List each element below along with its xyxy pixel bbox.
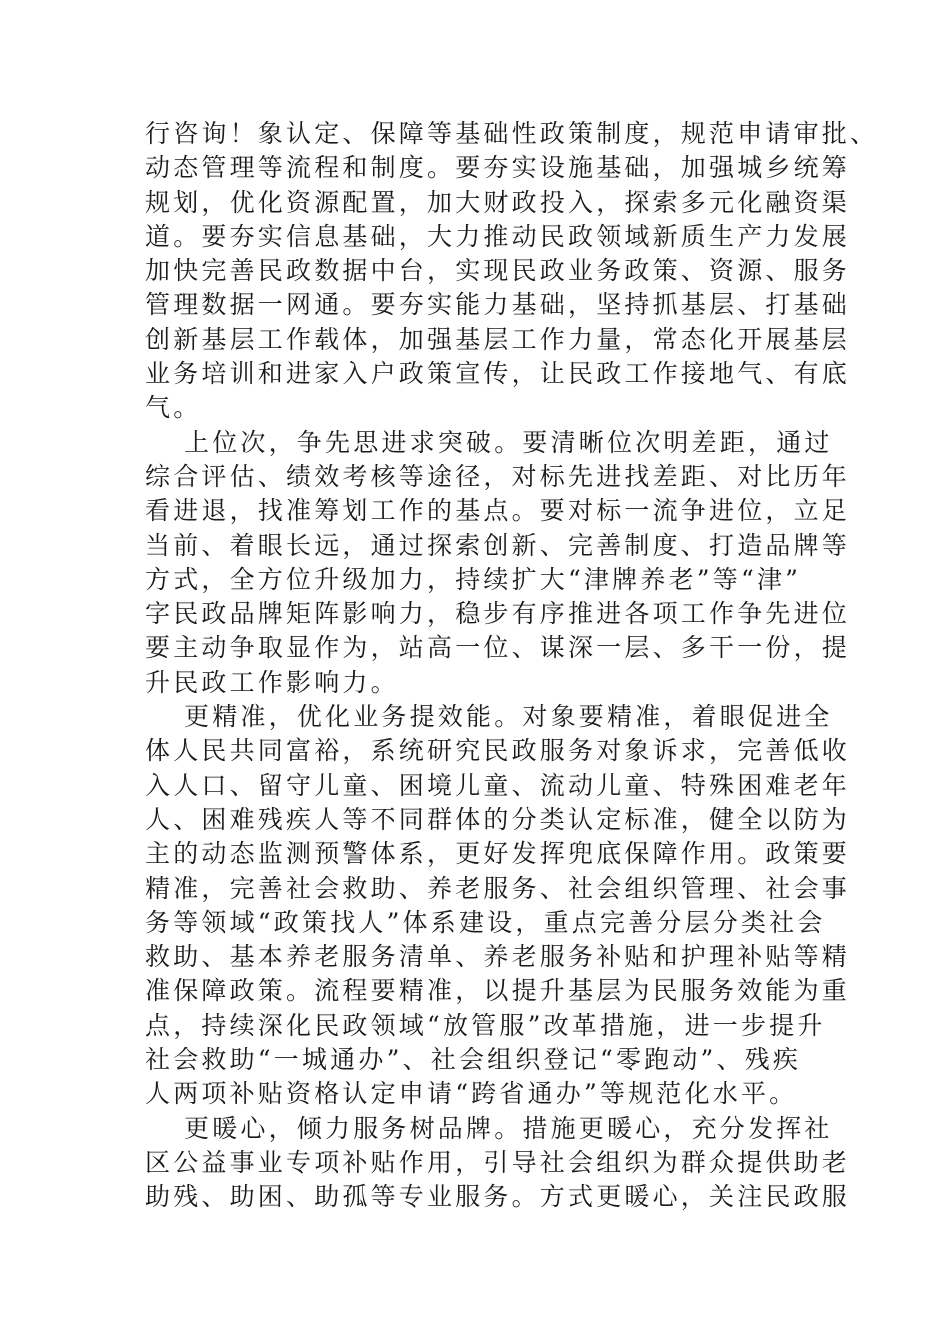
paragraph-2 <box>145 426 851 700</box>
text-line: 升民政工作影响力。 <box>145 667 399 697</box>
text-line: 助残、助困、助孤等专业服务。方式更暖心，关注民政服 <box>145 1182 851 1212</box>
text-line: 字民政品牌矩阵影响力，稳步有序推进各项工作争先进位 <box>145 599 851 629</box>
text-line: 人两项补贴资格认定申请“跨省通办”等规范化水平。 <box>145 1079 798 1109</box>
text-line: 务等领域“政策找人”体系建设，重点完善分层分类社会 <box>145 907 826 937</box>
text-line: 管理数据一网通。要夯实能力基础，坚持抓基层、打基础 <box>145 290 851 320</box>
text-line: 动态管理等流程和制度。要夯实设施基础，加强城乡统筹 <box>145 153 851 183</box>
text-line: 救助、基本养老服务清单、养老服务补贴和护理补贴等精 <box>145 942 851 972</box>
text-line: 创新基层工作载体，加强基层工作力量，常态化开展基层 <box>145 324 851 354</box>
text-line: 业务培训和进家入户政策宣传，让民政工作接地气、有底 <box>145 359 851 389</box>
text-line: 人、困难残疾人等不同群体的分类认定标准，健全以防为 <box>145 804 851 834</box>
text-line: 更暖心，倾力服务树品牌。措施更暖心，充分发挥社 <box>184 1113 833 1143</box>
text-line: 更精准，优化业务提效能。对象要精准，着眼促进全 <box>184 702 833 732</box>
text-line: 社会救助“一城通办”、社会组织登记“零跑动”、残疾 <box>145 1045 802 1075</box>
text-line: 精准，完善社会救助、养老服务、社会组织管理、社会事 <box>145 873 851 903</box>
text-line: 道。要夯实信息基础，大力推动民政领域新质生产力发展 <box>145 221 851 251</box>
paragraph-4 <box>145 1112 851 1215</box>
text-line: 加快完善民政数据中台，实现民政业务政策、资源、服务 <box>145 256 851 286</box>
text-line: 规划，优化资源配置，加大财政投入，探索多元化融资渠 <box>145 187 851 217</box>
paragraph-3 <box>145 700 851 1112</box>
text-line: 气。 <box>145 393 202 423</box>
text-line: 入人口、留守儿童、困境儿童、流动儿童、特殊困难老年 <box>145 770 851 800</box>
text-line: 方式，全方位升级加力，持续扩大“津牌养老”等“津” <box>145 564 802 594</box>
text-line: 区公益事业专项补贴作用，引导社会组织为群众提供助老 <box>145 1147 851 1177</box>
text-line: 主的动态监测预警体系，更好发挥兜底保障作用。政策要 <box>145 839 851 869</box>
text-line: 当前、着眼长远，通过探索创新、完善制度、打造品牌等 <box>145 530 851 560</box>
paragraph-1 <box>145 117 879 426</box>
text-line: 综合评估、绩效考核等途径，对标先进找差距、对比历年 <box>145 461 851 491</box>
text-line: 体人民共同富裕，系统研究民政服务对象诉求，完善低收 <box>145 736 851 766</box>
text-line: 看进退，找准筹划工作的基点。要对标一流争进位，立足 <box>145 496 851 526</box>
text-line: 点，持续深化民政领域“放管服”改革措施，进一步提升 <box>145 1010 826 1040</box>
text-line: 上位次，争先思进求突破。要清晰位次明差距，通过 <box>184 427 833 457</box>
text-line: 准保障政策。流程要精准，以提升基层为民服务效能为重 <box>145 976 851 1006</box>
text-line: 要主动争取显作为，站高一位、谋深一层、多干一份，提 <box>145 633 851 663</box>
document-body <box>145 117 879 1215</box>
text-line: 行咨询！象认定、保障等基础性政策制度，规范申请审批、 <box>145 119 879 148</box>
